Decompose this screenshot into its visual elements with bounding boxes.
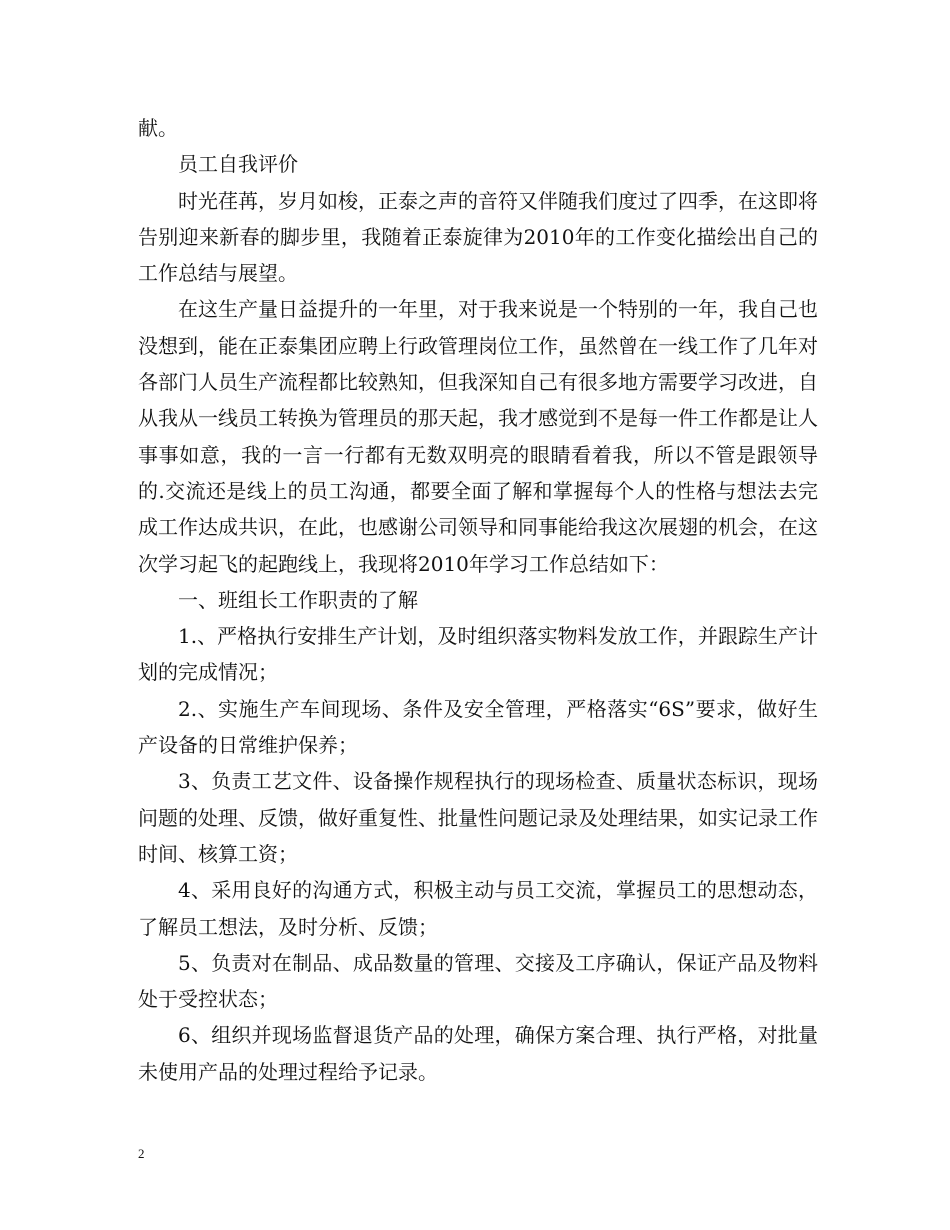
list-item-duty-1: 1.、严格执行安排生产计划，及时组织落实物料发放工作，并跟踪生产计划的完成情况；: [138, 624, 818, 685]
list-item-duty-5: 5、负责对在制品、成品数量的管理、交接及工序确认，保证产品及物料处于受控状态；: [138, 950, 818, 1012]
paragraph-continuation: 献。: [138, 116, 178, 140]
paragraph-intro: 时光荏苒，岁月如梭，正泰之声的音符又伴随我们度过了四季，在这即将告别迎来新春的脚步里，我随着正泰旋律为2010年的工作变化描绘出自己的工作总结与展望。: [138, 188, 818, 286]
list-item-duty-3: 3、负责工艺文件、设备操作规程执行的现场检查、质量状态标识，现场问题的处理、反馈，做好重复性、批量性问题记录及处理结果，如实记录工作时间、核算工资；: [138, 769, 818, 866]
list-item-duty-4: 4、采用良好的沟通方式，积极主动与员工交流，掌握员工的思想动态，了解员工想法，及时分析、反馈；: [138, 878, 818, 939]
paragraph-year-review: 在这生产量日益提升的一年里，对于我来说是一个特别的一年，我自己也没想到，能在正泰集团应聘上行政管理岗位工作，虽然曾在一线工作了几年对各部门人员生产流程都比较熟知，但我深知自己有很多地方需要学习改进，自从我从一线员工转换为管理员的那天起，我才感觉到不是每一件工作都是让人事事如意，我的一言一行都有无数双明亮的眼睛看着我，所以不管是跟领导的.交流还是线上的员工沟通，都要全面了解和掌握每个人的性格与想法去完成工作达成共识，在此，也感谢公司领导和同事能给我这次展翅的机会，在这次学习起飞的起跑线上，我现将2010年学习工作总结如下：: [138, 297, 818, 576]
page-number: 2: [138, 1146, 145, 1161]
section-heading-duties: 一、班组长工作职责的了解: [178, 587, 418, 612]
list-item-duty-2: 2.、实施生产车间现场、条件及安全管理，严格落实“6S”要求，做好生产设备的日常维护保养；: [138, 696, 818, 758]
document-body: [138, 110, 818, 1090]
section-heading-self-evaluation: 员工自我评价: [178, 152, 298, 177]
list-item-duty-6: 6、组织并现场监督退货产品的处理，确保方案合理、执行严格，对批量未使用产品的处理过程给予记录。: [138, 1023, 818, 1084]
